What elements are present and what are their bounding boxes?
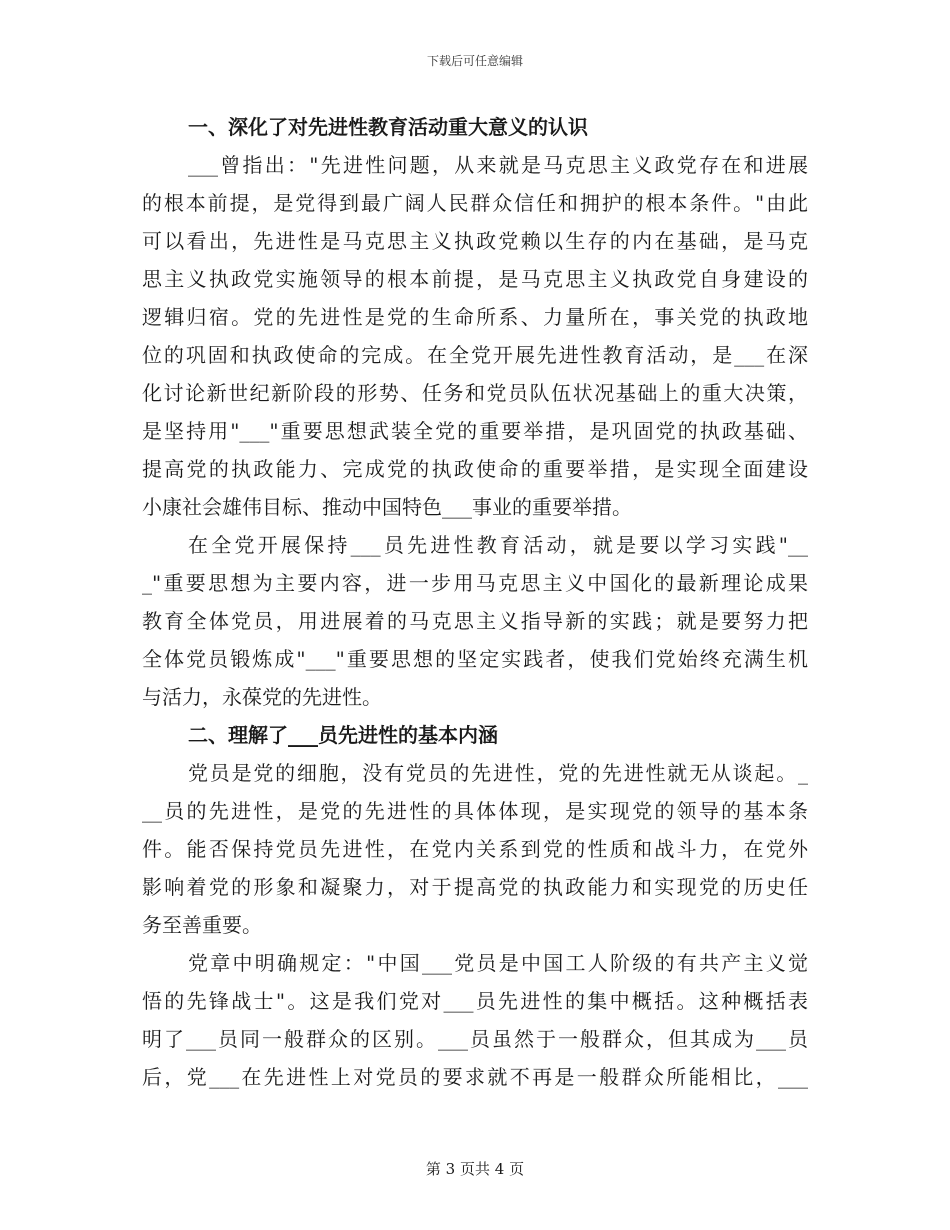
text-line: 党章中明确规定："中国___党员是中国工人阶级的有共产主义觉: [188, 951, 808, 975]
text-line: 全体党员锻炼成"___"重要思想的坚定实践者，使我们党始终充满生机: [142, 647, 808, 671]
section-heading-2: 二、理解了___员先进性的基本内涵: [188, 723, 498, 747]
header-note: 下载后可任意编辑: [426, 54, 523, 68]
text-line: 提高党的执政能力、完成党的执政使命的重要举措，是实现全面建设: [142, 457, 808, 481]
section-heading-1: 一、深化了对先进性教育活动重大意义的认识: [188, 115, 588, 139]
text-line: 明了___员同一般群众的区别。___员虽然于一般群众，但其成为___员: [142, 1027, 808, 1051]
text-line: 件。能否保持党员先进性，在党内关系到党的性质和战斗力，在党外: [142, 837, 808, 861]
section1-paragraph-1: [142, 146, 808, 526]
text-line: 影响着党的形象和凝聚力，对于提高党的执政能力和实现党的历史任: [142, 875, 808, 899]
text-line: 化讨论新世纪新阶段的形势、任务和党员队伍状况基础上的重大决策，: [142, 381, 808, 405]
document-body: [142, 108, 808, 1096]
text-line: 是坚持用"___"重要思想武装全党的重要举措，是巩固党的执政基础、: [142, 419, 808, 443]
text-line: 党员是党的细胞，没有党员的先进性，党的先进性就无从谈起。_: [188, 761, 808, 785]
section2-paragraph-2: [142, 944, 808, 1096]
section1-paragraph-2: [142, 526, 808, 716]
text-line: _"重要思想为主要内容，进一步用马克思主义中国化的最新理论成果: [142, 571, 808, 595]
text-line: 教育全体党员，用进展着的马克思主义指导新的实践；就是要努力把: [142, 609, 808, 633]
text-line: 的根本前提，是党得到最广阔人民群众信任和拥护的根本条件。"由此: [142, 191, 808, 215]
text-line: 小康社会雄伟目标、推动中国特色___事业的重要举措。: [142, 495, 632, 519]
text-line: 后，党___在先进性上对党员的要求就不再是一般群众所能相比，___: [142, 1065, 808, 1089]
text-line: 位的巩固和执政使命的完成。在全党开展先进性教育活动，是___在深: [142, 343, 808, 367]
text-line: 悟的先锋战士"。这是我们党对___员先进性的集中概括。这种概括表: [142, 989, 808, 1013]
text-line: 可以看出，先进性是马克思主义执政党赖以生存的内在基础，是马克: [142, 229, 808, 253]
text-line: 与活力，永葆党的先进性。: [142, 685, 382, 709]
text-line: 务至善重要。: [142, 913, 262, 937]
text-line: 逻辑归宿。党的先进性是党的生命所系、力量所在，事关党的执政地: [142, 305, 808, 329]
text-line: 在全党开展保持___员先进性教育活动，就是要以学习实践"__: [188, 533, 808, 557]
text-line: 思主义执政党实施领导的根本前提，是马克思主义执政党自身建设的: [142, 267, 808, 291]
text-line: __员的先进性，是党的先进性的具体体现，是实现党的领导的基本条: [142, 799, 808, 823]
text-line: ___曾指出："先进性问题，从来就是马克思主义政党存在和进展: [188, 153, 808, 177]
section2-paragraph-1: [142, 754, 808, 944]
page-number: 第 3 页共 4 页: [425, 1160, 525, 1178]
